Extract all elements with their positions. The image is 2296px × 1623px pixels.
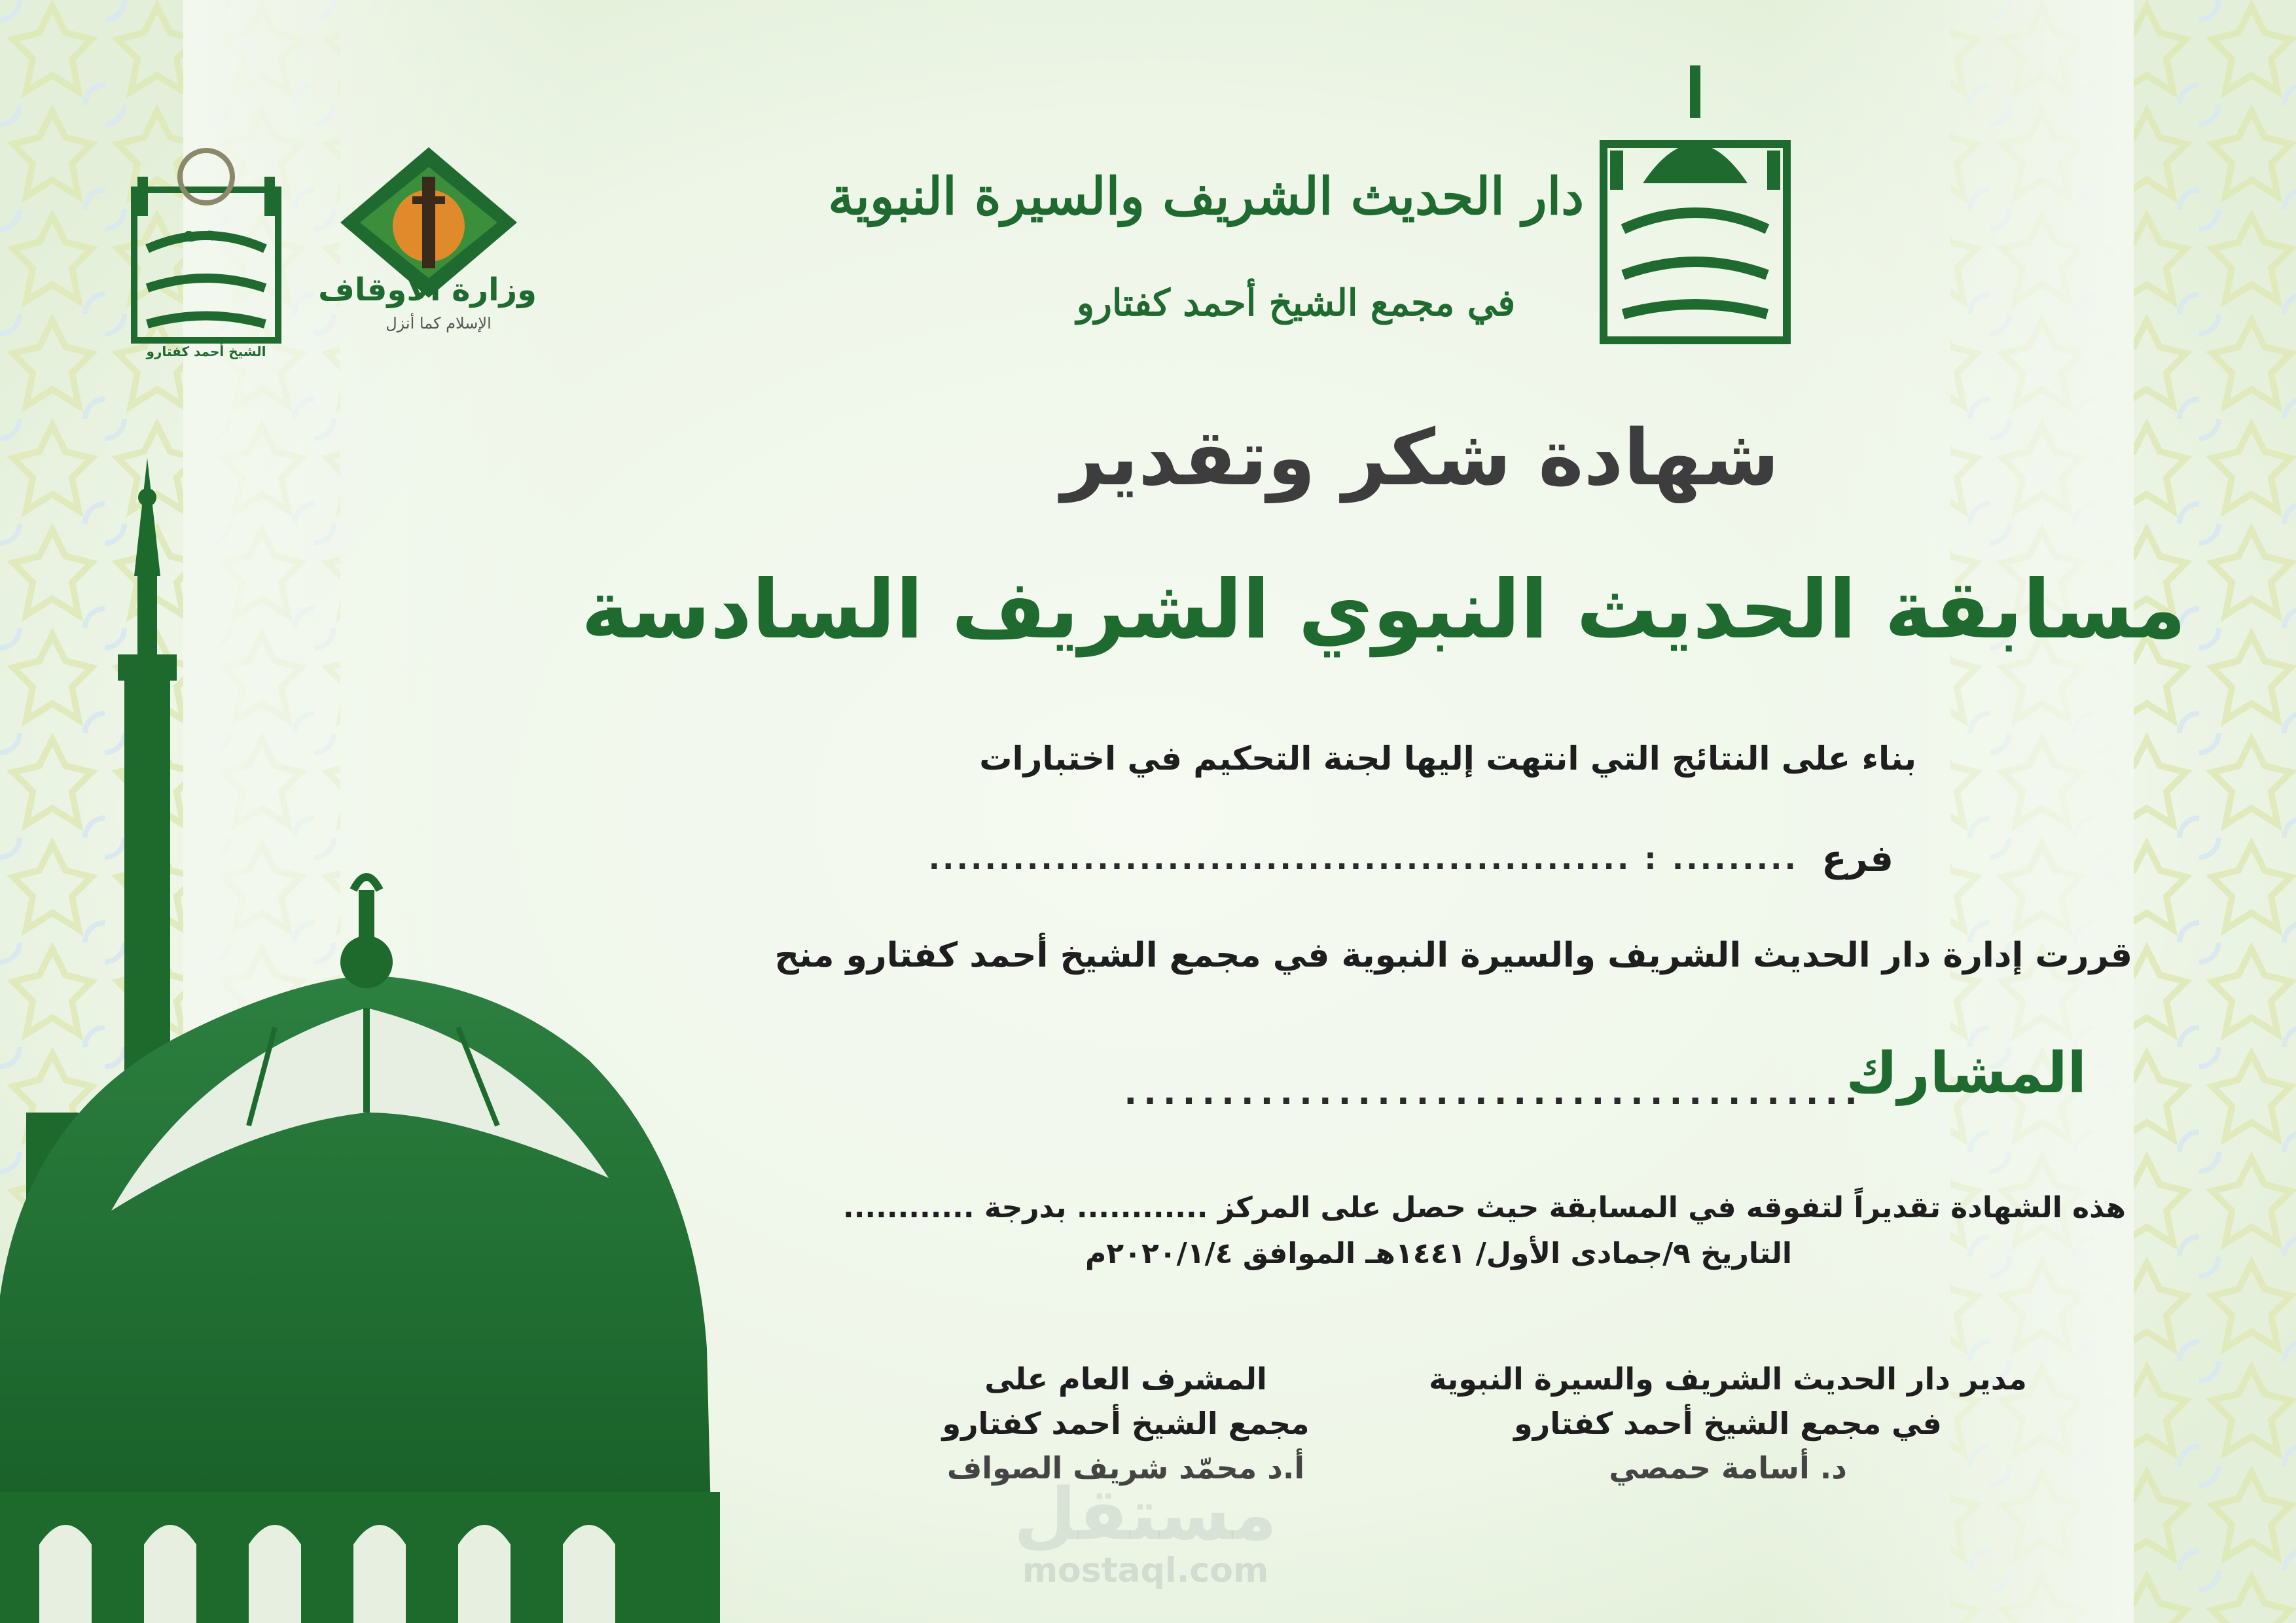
signature-left-name: أ.د محمّد شريف الصواف	[946, 1450, 1305, 1486]
basis-line: بناء على النتائج التي انتهت إليها لجنة التحكيم في اختبارات	[979, 740, 1916, 777]
signature-right-line1: مدير دار الحديث الشريف والسيرة النبوية	[1429, 1361, 2027, 1397]
signature-left-line2: مجمع الشيخ أحمد كفتارو	[942, 1406, 1310, 1441]
watermark-latin: mostaql.com	[1022, 1551, 1269, 1590]
branch-field[interactable]: ......... : ..................................................	[928, 841, 1799, 876]
complex-small-bottom-text: الشيخ أحمد كفتارو	[146, 344, 266, 359]
date-line: التاريخ ٩/جمادى الأول/ ١٤٤١هـ الموافق ٢٠٢٠/١/٤م	[1085, 1237, 1792, 1270]
signature-left	[897, 1361, 1355, 1486]
participant-label: المشارك	[1846, 1041, 2087, 1106]
decision-line: قررت إدارة دار الحديث الشريف والسيرة النبوية في مجمع الشيخ أحمد كفتارو منح	[774, 936, 2132, 975]
header-calligraphy-sub: في مجمع الشيخ أحمد كفتارو	[1076, 281, 1516, 325]
ministry-slogan: الإسلام كما أنزل	[386, 314, 492, 332]
participant-field[interactable]: ......................................	[1124, 1073, 1864, 1113]
complex-small-top-text: مجمع	[183, 223, 230, 242]
branch-label: فرع	[1821, 838, 1893, 880]
watermark-arabic: مستقل	[1013, 1472, 1278, 1556]
signature-right-line2: في مجمع الشيخ أحمد كفتارو	[1514, 1406, 1942, 1441]
competition-title: مسابقة الحديث النبوي الشريف السادسة	[581, 563, 2186, 657]
header-calligraphy-main: دار الحديث الشريف والسيرة النبوية	[828, 167, 1584, 226]
ministry-name: وزارة الأوقاف	[318, 272, 537, 308]
signature-right	[1414, 1361, 2042, 1486]
certificate-title: شهادة شكر وتقدير	[1061, 412, 1780, 503]
signature-right-name: د. أسامة حمصي	[1609, 1450, 1847, 1486]
signature-left-line1: المشرف العام على	[984, 1361, 1267, 1397]
excellence-line: هذه الشهادة تقديراً لتفوقه في المسابقة حيث حصل على المركز ............ بدرجة ............	[843, 1191, 2126, 1224]
